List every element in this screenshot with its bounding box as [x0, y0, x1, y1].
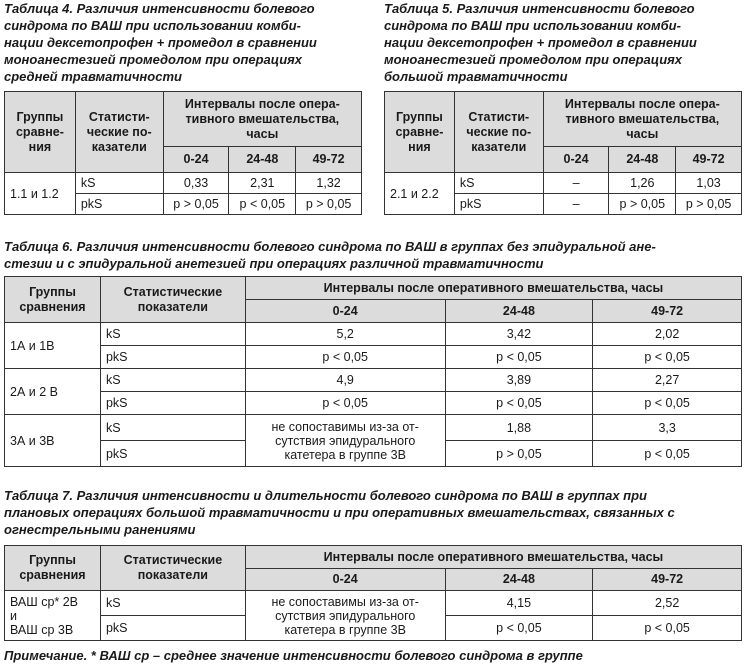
col-header: 49-72 — [296, 147, 362, 173]
value-cell: p > 0,05 — [296, 194, 362, 215]
group-cell — [5, 591, 101, 641]
group-line: ВАШ ср* 2В — [10, 594, 79, 609]
value-cell: 1,03 — [676, 173, 742, 194]
header-text: показатели — [137, 299, 208, 314]
header-text: Группы — [29, 284, 76, 299]
header-text: сравне- — [395, 124, 444, 139]
value-cell: 2,02 — [593, 323, 742, 346]
header-text: Статистические — [123, 553, 223, 567]
table-row — [5, 591, 742, 616]
header-intervals — [163, 92, 361, 147]
value-cell: p > 0,05 — [676, 194, 742, 215]
value-cell: 1,32 — [296, 173, 362, 194]
value-cell: 4,15 — [445, 591, 593, 616]
header-intervals: Интервалы после оперативного вмешательства, часы — [245, 546, 741, 569]
value-cell: p < 0,05 — [445, 616, 593, 641]
value-cell: 3,42 — [445, 323, 593, 346]
table4-caption — [4, 0, 374, 85]
header-text: сравнения — [19, 568, 86, 582]
merged-note-line: не сопоставимы из-за от- — [271, 419, 419, 434]
header-text: сравнения — [19, 299, 86, 314]
value-cell: p < 0,05 — [593, 346, 742, 369]
table4-caption-line: синдрома по ВАШ при использовании комби- — [4, 18, 301, 33]
value-cell: 2,52 — [593, 591, 742, 616]
table6-caption — [4, 238, 746, 272]
header-text: Группы — [29, 553, 76, 567]
merged-note-line: катетера в группе 3В — [284, 622, 406, 637]
table5-caption-line: большой травматичности — [384, 69, 568, 84]
header-text: Интервалы после опера- — [184, 96, 340, 111]
value-cell: p < 0,05 — [229, 194, 296, 215]
stat-cell: kS — [100, 591, 245, 616]
header-text: Статисти- — [88, 109, 150, 124]
group-cell: 1А и 1В — [5, 323, 101, 369]
stat-cell: kS — [100, 369, 245, 392]
value-cell: – — [543, 194, 609, 215]
value-cell: 4,9 — [245, 369, 445, 392]
table4-caption-line: Таблица 4. Различия интенсивности болевого — [4, 1, 315, 16]
col-header: 0-24 — [245, 569, 445, 591]
value-cell: p < 0,05 — [445, 392, 593, 415]
header-text: казатели — [91, 139, 147, 154]
col-header: 0-24 — [245, 300, 445, 323]
table6-caption-line: Таблица 6. Различия интенсивности болевого синдрома по ВАШ в группах без эпидуральной ане- — [4, 239, 656, 254]
value-cell: p < 0,05 — [593, 441, 742, 467]
header-text: Группы — [16, 109, 64, 124]
stat-cell: kS — [75, 173, 163, 194]
stat-cell: kS — [100, 415, 245, 441]
header-text: ческие по- — [466, 124, 532, 139]
table-row — [5, 415, 742, 441]
group-cell: 2.1 и 2.2 — [385, 173, 455, 215]
value-cell: 3,3 — [593, 415, 742, 441]
merged-note-cell — [245, 415, 445, 467]
header-text: Статистические — [123, 284, 223, 299]
header-text: Интервалы после опера- — [564, 96, 720, 111]
value-cell: p < 0,05 — [445, 346, 593, 369]
stat-cell: kS — [100, 323, 245, 346]
header-stats — [454, 92, 543, 173]
merged-note-line: не сопоставимы из-за от- — [271, 594, 419, 609]
table5-caption-line: моноанестезией промедолом при операциях — [384, 52, 683, 67]
value-cell: 2,31 — [229, 173, 296, 194]
value-cell: p < 0,05 — [245, 392, 445, 415]
table7-caption-line: огнестрельными ранениями — [4, 522, 196, 537]
header-text: тивного вмешательства, — [185, 111, 340, 126]
value-cell: p < 0,05 — [245, 346, 445, 369]
header-groups — [5, 277, 101, 323]
table-row — [5, 392, 742, 415]
stat-cell: pkS — [100, 441, 245, 467]
header-groups — [5, 92, 76, 173]
stat-cell: pkS — [100, 346, 245, 369]
header-text: ния — [408, 139, 431, 154]
merged-note-line: сутствия эпидурального — [275, 608, 416, 623]
value-cell: 0,33 — [163, 173, 229, 194]
table4 — [4, 91, 362, 215]
value-cell: 5,2 — [245, 323, 445, 346]
value-cell: p > 0,05 — [163, 194, 229, 215]
table7 — [4, 545, 742, 641]
value-cell: 3,89 — [445, 369, 593, 392]
stat-cell: kS — [454, 173, 543, 194]
table6 — [4, 276, 742, 467]
table-row — [5, 173, 362, 194]
table4-caption-line: средней травматичности — [4, 69, 182, 84]
col-header: 49-72 — [593, 300, 742, 323]
table5-caption — [384, 0, 746, 85]
table-row — [385, 173, 742, 194]
merged-note-cell — [245, 591, 445, 641]
table5-caption-line: синдрома по ВАШ при использовании комби- — [384, 18, 681, 33]
value-cell: p > 0,05 — [609, 194, 676, 215]
col-header: 49-72 — [593, 569, 742, 591]
header-text: показатели — [137, 568, 208, 582]
merged-note-line: сутствия эпидурального — [275, 433, 416, 448]
group-line: и — [10, 608, 17, 623]
table-row — [5, 323, 742, 346]
header-stats — [100, 277, 245, 323]
table7-caption-line: Таблица 7. Различия интенсивности и длительности болевого синдрома по ВАШ в группах при — [4, 488, 647, 503]
stat-cell: pkS — [100, 616, 245, 641]
header-text: Статисти- — [468, 109, 530, 124]
value-cell: p > 0,05 — [445, 441, 593, 467]
col-header: 24-48 — [445, 300, 593, 323]
header-text: казатели — [471, 139, 527, 154]
col-header: 0-24 — [163, 147, 229, 173]
stat-cell: pkS — [454, 194, 543, 215]
table-row — [5, 369, 742, 392]
header-stats — [100, 546, 245, 591]
header-stats — [75, 92, 163, 173]
header-text: Группы — [396, 109, 443, 124]
group-cell: 2А и 2 В — [5, 369, 101, 415]
group-line: ВАШ ср 3В — [10, 622, 74, 637]
group-cell: 3А и 3В — [5, 415, 101, 467]
table5 — [384, 91, 742, 215]
header-text: ния — [28, 139, 52, 154]
header-intervals — [543, 92, 741, 147]
header-intervals: Интервалы после оперативного вмешательства, часы — [245, 277, 741, 300]
col-header: 24-48 — [445, 569, 593, 591]
value-cell: p < 0,05 — [593, 616, 742, 641]
col-header: 49-72 — [676, 147, 742, 173]
value-cell: – — [543, 173, 609, 194]
value-cell: 2,27 — [593, 369, 742, 392]
footnote: Примечание. * ВАШ ср – среднее значение интенсивности болевого синдрома в группе — [4, 648, 583, 663]
col-header: 24-48 — [609, 147, 676, 173]
value-cell: 1,26 — [609, 173, 676, 194]
header-groups — [5, 546, 101, 591]
table-row — [5, 346, 742, 369]
header-text: тивного вмешательства, — [565, 111, 720, 126]
header-text: ческие по- — [86, 124, 152, 139]
value-cell: p < 0,05 — [593, 392, 742, 415]
value-cell: 1,88 — [445, 415, 593, 441]
merged-note-line: катетера в группе 3В — [284, 447, 406, 462]
table4-caption-line: нации дексетопрофен + промедол в сравнении — [4, 35, 317, 50]
table4-caption-line: моноанестезией промедолом при операциях — [4, 52, 303, 67]
table7-caption — [4, 487, 746, 538]
stat-cell: pkS — [100, 392, 245, 415]
header-text: часы — [246, 126, 279, 141]
stat-cell: pkS — [75, 194, 163, 215]
table5-caption-line: Таблица 5. Различия интенсивности болевого — [384, 1, 695, 16]
header-text: часы — [626, 126, 659, 141]
col-header: 24-48 — [229, 147, 296, 173]
table7-caption-line: плановых операциях большой травматичности и при оперативных вмешательствах, связанных с — [4, 505, 675, 520]
table5-caption-line: нации дексетопрофен + промедол в сравнении — [384, 35, 697, 50]
group-cell: 1.1 и 1.2 — [5, 173, 76, 215]
col-header: 0-24 — [543, 147, 609, 173]
table6-caption-line: стезии и с эпидуральной анетезией при операциях различной травматичности — [4, 256, 544, 271]
header-text: сравне- — [15, 124, 64, 139]
header-groups — [385, 92, 455, 173]
